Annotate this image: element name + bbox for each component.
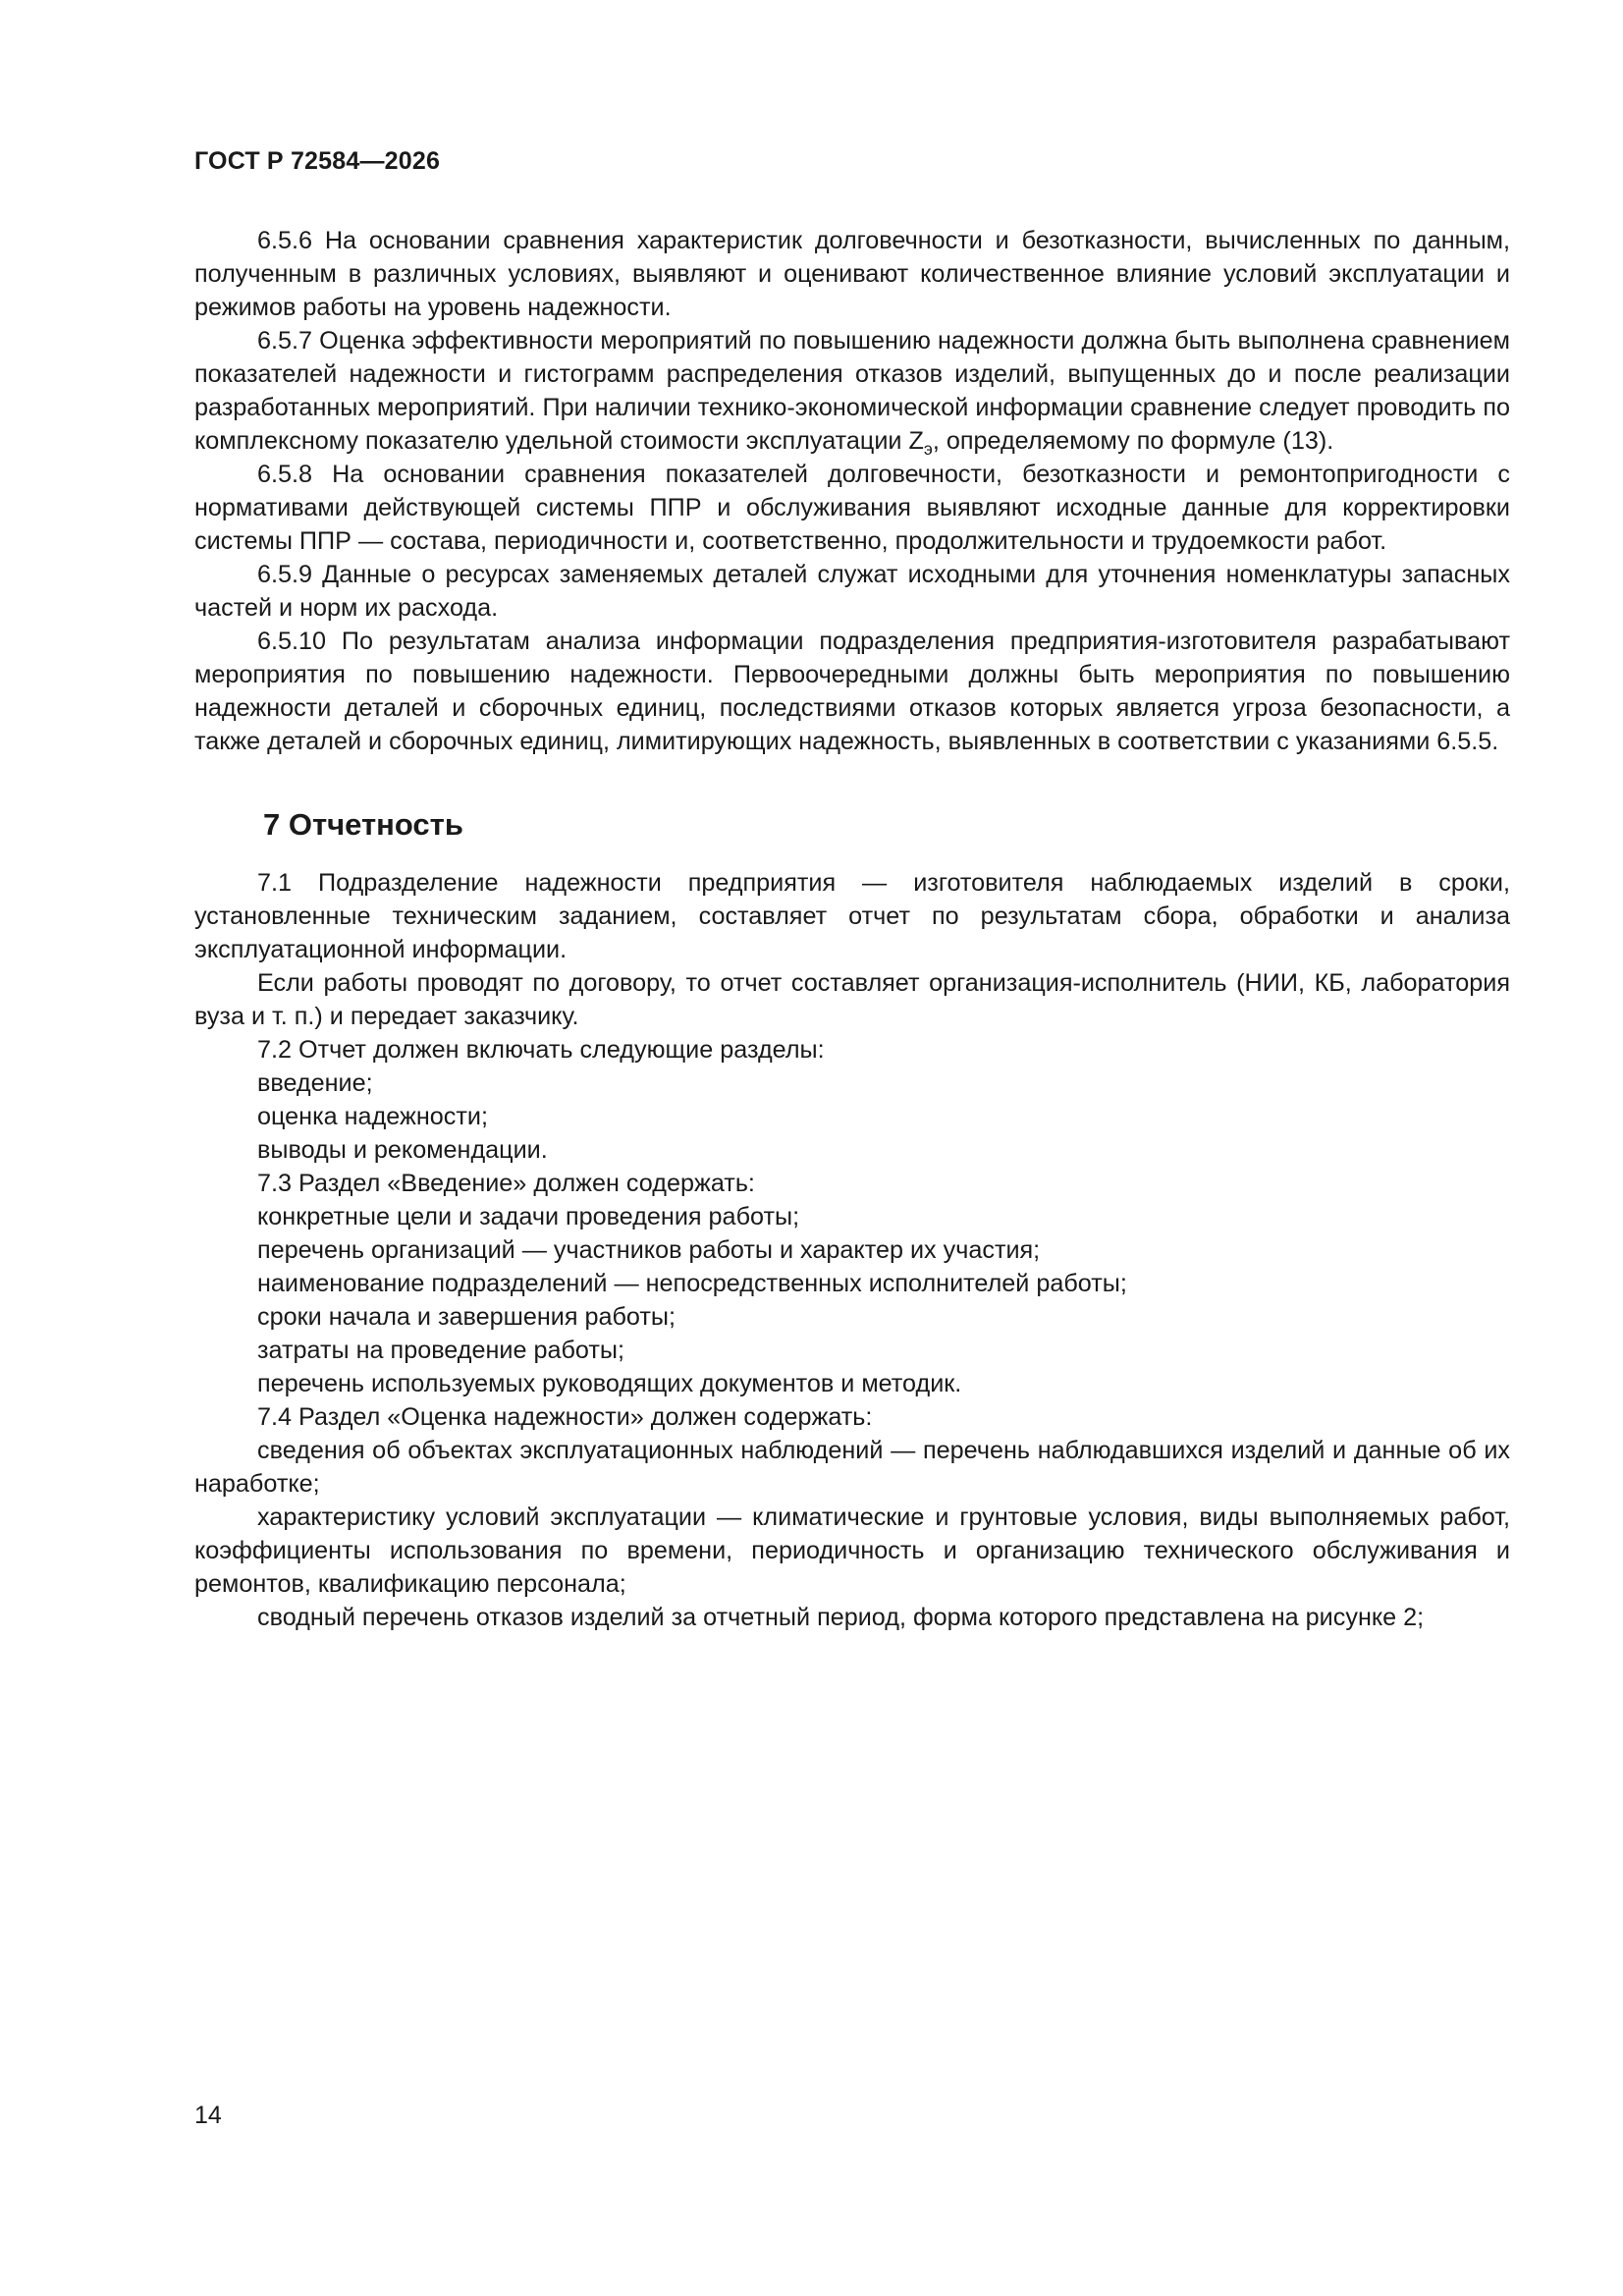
paragraph-7-1: 7.1 Подразделение надежности предприятия — изготовителя наблюдаемых изделий в сроки, установленные техническим заданием, составляет отчет по результатам сбора, обработки и анализа эксплуатационной информации. (194, 869, 1510, 963)
list-item: наименование подразделений — непосредственных исполнителей работы; (257, 1270, 1127, 1297)
list-item: сводный перечень отказов изделий за отчетный период, форма которого представлена на рисунке 2; (257, 1604, 1425, 1631)
list-item: введение; (257, 1069, 373, 1097)
subscript-e: э (923, 439, 933, 459)
section-7-title: 7 Отчетность (263, 807, 463, 842)
paragraph-6-5-8: 6.5.8 На основании сравнения показателей долговечности, безотказности и ремонтопригодности с нормативами действующей системы ППР и обслуживания выявляют исходные данные для корректировки системы ППР — состава, периодичности и, соответственно, продолжительности и трудоемкости работ. (194, 461, 1510, 555)
list-item: затраты на проведение работы; (257, 1337, 624, 1364)
page-number: 14 (194, 2102, 222, 2129)
list-item: конкретные цели и задачи проведения работы; (257, 1203, 800, 1230)
list-item: характеристику условий эксплуатации — климатические и грунтовые условия, виды выполняемых работ, коэффициенты использования по времени, периодичность и организацию технического обслуживания и ремонтов, квалификацию персонала; (194, 1503, 1510, 1598)
list-item: сроки начала и завершения работы; (257, 1303, 676, 1331)
list-item: перечень организаций — участников работы и характер их участия; (257, 1236, 1041, 1264)
paragraph-6-5-7 (194, 324, 1510, 458)
paragraph-6-5-6: 6.5.6 На основании сравнения характеристик долговечности и безотказности, вычисленных по данным, полученным в различных условиях, выявляют и оценивают количественное влияние условий эксплуатации и режимов работы на уровень надежности. (194, 227, 1510, 321)
list-item: перечень используемых руководящих документов и методик. (257, 1370, 962, 1397)
paragraph-6-5-9: 6.5.9 Данные о ресурсах заменяемых деталей служат исходными для уточнения номенклатуры запасных частей и норм их расхода. (194, 561, 1510, 622)
list-item: выводы и рекомендации. (257, 1136, 548, 1164)
document-body (194, 224, 1510, 1634)
paragraph-6-5-7-text: 6.5.7 Оценка эффективности мероприятий по повышению надежности должна быть выполнена сравнением показателей надежности и гистограмм распределения отказов изделий, выпущенных до и после реализации разработанных мероприятий. При наличии технико-экономической информации сравнение следует проводить по комплексному показателю удельной стоимости эксплуатации Z (194, 327, 1510, 455)
paragraph-6-5-7-tail: , определяемому по формуле (13). (932, 427, 1334, 455)
paragraph-7-1-contract: Если работы проводят по договору, то отчет составляет организация-исполнитель (НИИ, КБ, лаборатория вуза и т. п.) и передает заказчику. (194, 969, 1510, 1030)
paragraph-7-4: 7.4 Раздел «Оценка надежности» должен содержать: (257, 1403, 873, 1431)
paragraph-7-2: 7.2 Отчет должен включать следующие разделы: (257, 1036, 825, 1064)
document-header: ГОСТ Р 72584—2026 (194, 147, 441, 175)
list-item: сведения об объектах эксплуатационных наблюдений — перечень наблюдавшихся изделий и данные об их наработке; (194, 1437, 1510, 1498)
list-item: оценка надежности; (257, 1103, 488, 1130)
paragraph-7-3: 7.3 Раздел «Введение» должен содержать: (257, 1170, 755, 1197)
paragraph-6-5-10: 6.5.10 По результатам анализа информации подразделения предприятия-изготовителя разрабатывают мероприятия по повышению надежности. Первоочередными должны быть мероприятия по повышению надежности деталей и сборочных единиц, последствиями отказов которых является угроза безопасности, а также деталей и сборочных единиц, лимитирующих надежность, выявленных в соответствии с указаниями 6.5.5. (194, 628, 1510, 755)
